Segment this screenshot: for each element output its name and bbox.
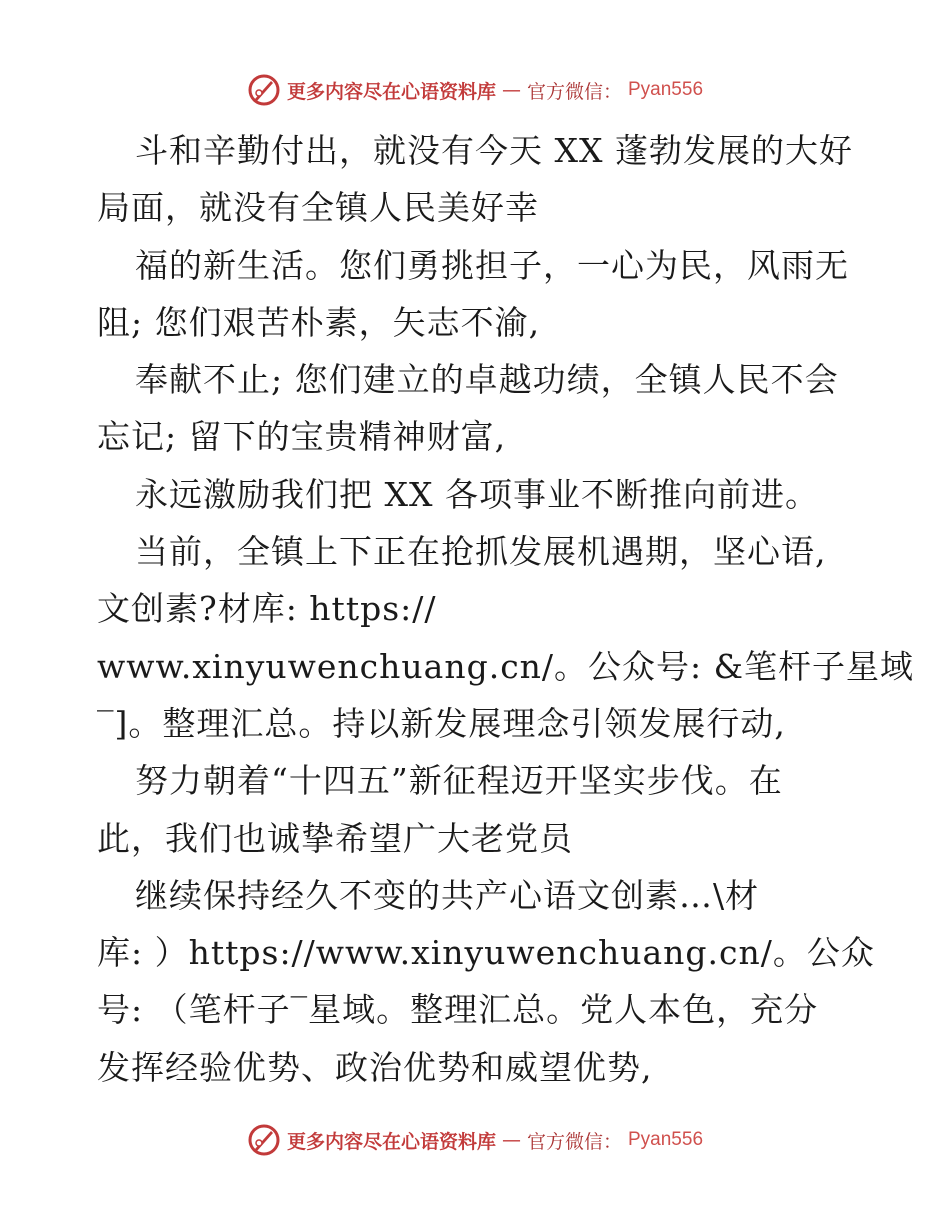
header-watermark <box>0 70 950 110</box>
footer-dash: — <box>501 1129 521 1151</box>
body-text-line: 福的新生活。您们勇挑担子，一心为民，风雨无 <box>135 245 849 285</box>
body-text-line: 库: ）https://www.xinyuwenchuang.cn/。公众 <box>97 933 875 973</box>
body-text-line: 奉献不止; 您们建立的卓越功绩，全镇人民不会 <box>135 360 839 400</box>
footer-official-label: 官方微信： <box>526 1130 622 1153</box>
document-body <box>97 122 915 1096</box>
body-text-line: 局面，就没有全镇人民美好幸 <box>97 188 539 228</box>
quill-logo-icon <box>247 73 281 107</box>
footer-wechat-handle: Pyan556 <box>628 1129 704 1150</box>
header-dash: — <box>501 79 521 101</box>
body-text-line: ‾]。整理汇总。持以新发展理念引领发展行动, <box>97 703 786 743</box>
body-text-line: 忘记; 留下的宝贵精神财富, <box>97 417 507 457</box>
footer-watermark <box>0 1120 950 1160</box>
body-text-line: 努力朝着“十四五”新征程迈开坚实步伐。在 <box>135 761 783 801</box>
body-text-line: 此，我们也诚挚希望广大老党员 <box>97 818 573 858</box>
body-text-line: 文创素?材库: https:// <box>97 589 437 629</box>
body-text-line: 号: （笔杆子‾星域。整理汇总。党人本色，充分 <box>97 990 819 1030</box>
body-text-line: 永远激励我们把 XX 各项事业不断推向前进。 <box>135 474 819 514</box>
header-brand: 更多内容尽在心语资料库 <box>286 80 496 103</box>
body-text-line: 发挥经验优势、政治优势和威望优势, <box>97 1047 653 1087</box>
body-text-line: 当前，全镇上下正在抢抓发展机遇期，坚心语, <box>135 532 827 572</box>
footer-brand: 更多内容尽在心语资料库 <box>286 1130 496 1153</box>
header-wechat-handle: Pyan556 <box>628 79 704 100</box>
quill-logo-icon <box>247 1123 281 1157</box>
body-text-line: 继续保持经久不变的共产心语文创素…\材 <box>135 875 760 915</box>
body-text-line: 阻; 您们艰苦朴素，矢志不渝, <box>97 302 541 342</box>
header-official-label: 官方微信： <box>526 80 622 103</box>
body-text-line: 斗和辛勤付出，就没有今天 XX 蓬勃发展的大好 <box>135 131 853 170</box>
body-text-line: www.xinyuwenchuang.cn/。公众号: &笔杆子星域 <box>97 646 915 686</box>
